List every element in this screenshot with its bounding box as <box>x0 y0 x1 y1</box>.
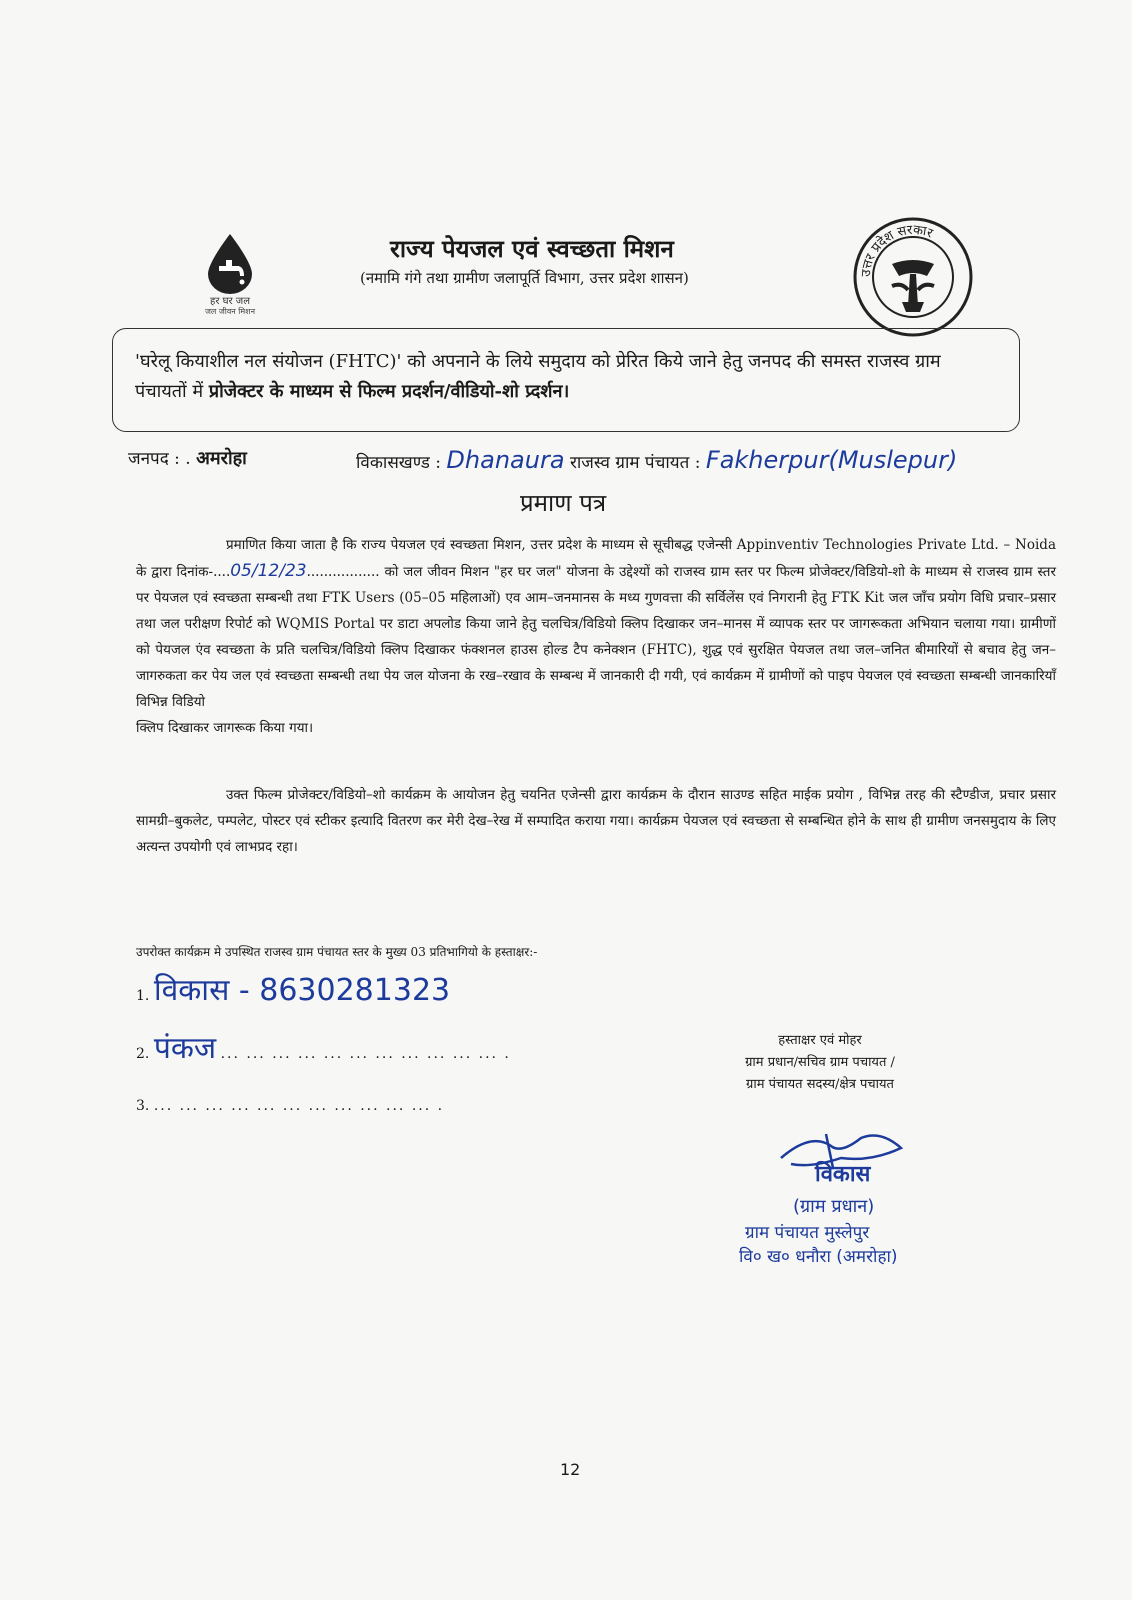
caption-line-3: ग्राम पंचायत सदस्य/क्षेत्र पचायत <box>746 1077 894 1092</box>
signature-3-number: 3. <box>136 1098 150 1114</box>
pradhan-stamp <box>735 1128 975 1278</box>
mission-title: राज्य पेयजल एवं स्वच्छता मिशन <box>390 234 674 263</box>
district-value: अमरोहा <box>196 448 247 469</box>
district-field <box>128 446 247 470</box>
participant-signature-1 <box>136 968 450 1009</box>
district-label: जनपद : . <box>128 449 191 469</box>
subject-box <box>112 328 1020 432</box>
subject-bold-text: प्रोजेक्टर के माध्यम से फिल्म प्रदर्शन/वीडियो-शो प्र्दर्शन। <box>208 381 570 402</box>
paragraph-1-start: प्रमाणित किया जाता है कि राज्य पेयजल एवं स्वच्छता मिशन, उत्तर प्रदेश के माध्यम से सूचीबद्ध एजेन्सी Appinventiv Technologies Private Ltd. – Noida के द्वारा दिनांक-.... <box>136 537 1056 580</box>
block-label: विकासखण्ड : <box>356 453 442 473</box>
signature-2-number: 2. <box>136 1046 150 1062</box>
block-field <box>356 446 957 474</box>
logo-tagline: हर घर जल <box>210 296 250 307</box>
participant-signature-3 <box>136 1098 444 1114</box>
block-value: Dhanaura <box>446 446 565 474</box>
subject-text: 'घरेलू कियाशील नल संयोजन (FHTC)' को अपनाने के लिये समुदाय को प्रेरित किये जाने हेतु जनपद की समस्त राजस्व ग्राम पंचायतों में <box>135 351 941 402</box>
official-signature-caption <box>690 1030 950 1096</box>
certificate-paragraph-2 <box>136 782 1056 860</box>
certificate-paragraph-1 <box>136 532 1056 741</box>
up-government-emblem <box>852 216 974 338</box>
certificate-title: प्रमाण पत्र <box>520 489 607 517</box>
signatures-intro: उपरोक्त कार्यक्रम मे उपस्थित राजस्व ग्राम पंचायत स्तर के मुख्य 03 प्रतिभागियो के हस्ताक्षर:- <box>136 945 538 959</box>
participant-signature-2 <box>136 1026 511 1067</box>
water-drop-icon <box>204 232 256 294</box>
emblem-text: उत्तर प्रदेश सरकार <box>858 222 935 278</box>
signature-2-dots: ... ... ... ... ... ... ... ... ... ... ... . <box>220 1046 511 1062</box>
caption-line-1: हस्ताक्षर एवं मोहर <box>778 1033 862 1048</box>
signature-1-number: 1. <box>136 988 150 1004</box>
stamp-name: विकास <box>815 1162 871 1187</box>
logo-subtagline: जल जीवन मिशन <box>204 307 256 316</box>
paragraph-1-rest: ................. को जल जीवन मिशन "हर घर जल" योजना के उद्देश्यों को राजस्व ग्राम स्तर पर फिल्म प्रोजेक्टर/विडियो-शो के माध्यम से राजस्व ग्राम स्तर पर पेयजल एवं स्वच्छता सम्बन्धी तथा FTK Users (05–05 महिलाओं) एव आम–जनमानस के मध्य गुणवत्ता की सर्विलेंस एवं निगरानी हेतु FTK Kit जल जाँच प्रयोग विधि प्रचार–प्रसार तथा जल परीक्षण रिपोर्ट को WQMIS Portal पर डाटा अपलोड किया जाने हेतु चलचित्र/विडियो क्लिप दिखाकर जन–मानस में व्यापक स्तर पर जागरूकता अभियान चलाया गया। ग्रामीणों को पेयजल एंव स्वच्छता के प्रति चलचित्र/विडियो क्लिप दिखाकर फंक्शनल हाउस होल्ड टैप कनेक्शन (FHTC), शुद्ध एवं सुरक्षित पेयजल तथा जल–जनित बीमारियों से बचाव हेतु जन–जागरुकता कर पेय जल एवं स्वच्छता सम्बन्धी तथा पेय जल योजना के रख–रखाव के सम्बन्ध में जानकारी दी गयी, एवं कार्यक्रम में ग्रामीणों को पाइप पेयजल एवं स्वच्छता सम्बन्धी जानकारियाँ विभिन्न विडियो <box>136 564 1056 710</box>
stamp-district: वि० ख० धनौरा (अमरोहा) <box>739 1247 898 1267</box>
program-date: 05/12/23 <box>230 561 307 581</box>
signature-3-dots: ... ... ... ... ... ... ... ... ... ... ... . <box>153 1098 445 1114</box>
panchayat-label: राजस्व ग्राम पंचायत : <box>569 453 701 473</box>
mission-subtitle: (नमामि गंगे तथा ग्रामीण जलापूर्ति विभाग, उत्तर प्रदेश शासन) <box>360 269 689 287</box>
stamp-role: (ग्राम प्रधान) <box>793 1196 875 1217</box>
signature-2-value: पंकज <box>153 1031 217 1066</box>
paragraph-2-text: उक्त फिल्म प्रोजेक्टर/विडियो–शो कार्यक्रम के आयोजन हेतु चयनित एजेन्सी द्वारा कार्यक्रम के दौरान साउण्ड सहित माईक प्रयोग , विभिन्न तरह की स्टैण्डीज, प्रचार प्रसार सामग्री–बुकलेट, पम्पलेट, पोस्टर एवं स्टीकर इत्यादि वितरण कर मेरी देख–रेख में सम्पादित कराया गया। कार्यक्रम पेयजल एवं स्वच्छता से सम्बन्धित होने के साथ ही ग्रामीण जनसमुदाय के लिए अत्यन्त उपयोगी एवं लाभप्रद रहा। <box>136 787 1056 855</box>
jal-jeevan-mission-logo <box>190 232 270 327</box>
emblem-seal-icon <box>852 216 974 338</box>
signature-1-value: विकास - 8630281323 <box>153 973 451 1008</box>
caption-line-2: ग्राम प्रधान/सचिव ग्राम पचायत / <box>745 1055 895 1070</box>
panchayat-value: Fakherpur(Muslepur) <box>705 446 958 474</box>
paragraph-1-tail: क्लिप दिखाकर जागरूक किया गया। <box>136 720 314 736</box>
page-number: 12 <box>560 1460 581 1479</box>
stamp-place: ग्राम पंचायत मुस्लेपुर <box>745 1223 870 1243</box>
